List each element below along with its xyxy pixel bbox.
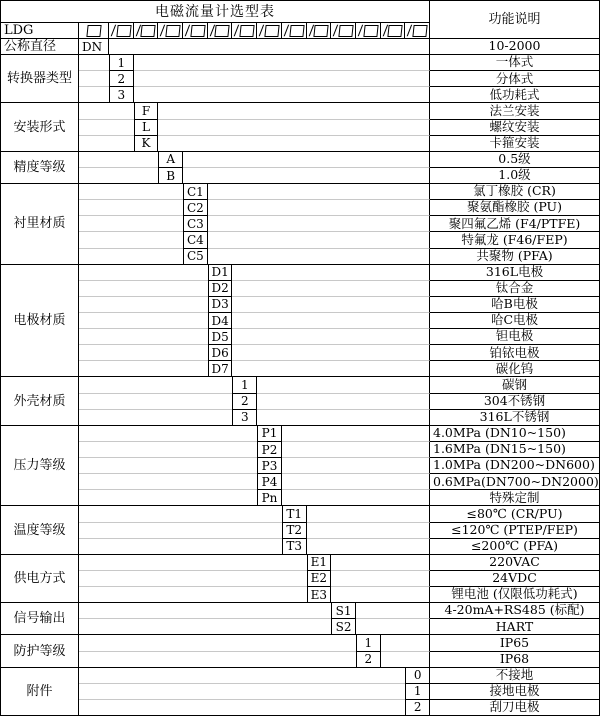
function-cell: 分体式 bbox=[430, 71, 600, 87]
option-box-icon bbox=[338, 25, 353, 37]
right-gap-cell bbox=[356, 603, 430, 619]
slash: / bbox=[332, 23, 339, 39]
function-cell: 低功耗式 bbox=[430, 87, 600, 103]
code-cell: 2 bbox=[405, 700, 430, 716]
left-gap-cell bbox=[79, 55, 109, 71]
slash: / bbox=[209, 23, 216, 39]
code-cell: 1 bbox=[405, 684, 430, 700]
function-cell: 220VAC bbox=[430, 555, 600, 571]
right-gap-cell bbox=[232, 265, 430, 281]
function-cell: 聚四氟乙烯 (F4/PTFE) bbox=[430, 216, 600, 232]
function-cell: 接地电极 bbox=[430, 684, 600, 700]
code-cell: E1 bbox=[307, 555, 332, 571]
left-gap-cell bbox=[79, 329, 208, 345]
code-cell: D6 bbox=[208, 345, 233, 361]
right-gap-cell bbox=[307, 506, 430, 522]
left-gap-cell bbox=[79, 490, 257, 506]
right-gap-cell bbox=[183, 168, 430, 184]
category-label: 压力等级 bbox=[1, 426, 79, 507]
code-cell: D7 bbox=[208, 361, 233, 377]
function-cell: 1.0MPa (DN200~DN600) bbox=[430, 458, 600, 474]
model-box-cell bbox=[183, 23, 208, 39]
left-gap-cell bbox=[79, 474, 257, 490]
right-gap-cell bbox=[307, 539, 430, 555]
slash: / bbox=[184, 23, 191, 39]
option-box-icon bbox=[388, 25, 403, 37]
function-cell: 24VDC bbox=[430, 571, 600, 587]
category-label: 外壳材质 bbox=[1, 377, 79, 425]
category-label: 公称直径 bbox=[1, 39, 79, 55]
right-gap-cell bbox=[208, 232, 430, 248]
code-cell: D3 bbox=[208, 297, 233, 313]
option-box-icon bbox=[190, 25, 205, 37]
code-cell: D5 bbox=[208, 329, 233, 345]
function-cell: 哈C电极 bbox=[430, 313, 600, 329]
model-box-cell bbox=[158, 23, 183, 39]
model-box-cell bbox=[356, 23, 381, 39]
category-label: 安装形式 bbox=[1, 103, 79, 151]
right-gap-cell bbox=[282, 490, 430, 506]
category-label: 附件 bbox=[1, 668, 79, 716]
category-label: 精度等级 bbox=[1, 152, 79, 184]
code-cell: S2 bbox=[331, 619, 356, 635]
right-gap-cell bbox=[282, 474, 430, 490]
right-gap-cell bbox=[331, 555, 430, 571]
right-gap-cell bbox=[232, 313, 430, 329]
left-gap-cell bbox=[79, 361, 208, 377]
left-gap-cell bbox=[79, 426, 257, 442]
slash: / bbox=[357, 23, 364, 39]
code-cell: 2 bbox=[232, 394, 257, 410]
right-gap-cell bbox=[158, 136, 430, 152]
left-gap-cell bbox=[79, 200, 183, 216]
code-cell: P1 bbox=[257, 426, 282, 442]
left-gap-cell bbox=[79, 555, 307, 571]
option-box-icon bbox=[116, 25, 131, 37]
function-cell: 4.0MPa (DN10~150) bbox=[430, 426, 600, 442]
option-box-icon bbox=[363, 25, 378, 37]
model-box-cell bbox=[282, 23, 307, 39]
left-gap-cell bbox=[79, 265, 208, 281]
left-gap-cell bbox=[79, 184, 183, 200]
left-gap-cell bbox=[79, 345, 208, 361]
left-gap-cell bbox=[79, 377, 232, 393]
left-gap-cell bbox=[79, 136, 134, 152]
option-box-icon bbox=[165, 25, 180, 37]
code-cell: C5 bbox=[183, 249, 208, 265]
code-cell: 2 bbox=[109, 71, 134, 87]
right-gap-cell bbox=[134, 71, 430, 87]
left-gap-cell bbox=[79, 635, 356, 651]
left-gap-cell bbox=[79, 700, 405, 716]
function-cell: 碳钢 bbox=[430, 377, 600, 393]
code-cell: DN bbox=[79, 39, 109, 55]
code-cell: C2 bbox=[183, 200, 208, 216]
category-label: 信号输出 bbox=[1, 603, 79, 635]
function-cell: 钛合金 bbox=[430, 281, 600, 297]
left-gap-cell bbox=[79, 603, 331, 619]
right-gap-cell bbox=[257, 394, 430, 410]
model-box-cell bbox=[405, 23, 430, 39]
code-cell: 0 bbox=[405, 668, 430, 684]
left-gap-cell bbox=[79, 87, 109, 103]
function-cell: IP65 bbox=[430, 635, 600, 651]
function-cell: 螺纹安装 bbox=[430, 120, 600, 136]
left-gap-cell bbox=[79, 120, 134, 136]
model-prefix-cell: LDG bbox=[1, 23, 79, 39]
code-cell: T1 bbox=[282, 506, 307, 522]
code-cell: P4 bbox=[257, 474, 282, 490]
function-cell: 316L不锈钢 bbox=[430, 410, 600, 426]
option-box-icon bbox=[86, 25, 101, 37]
right-gap-cell bbox=[232, 345, 430, 361]
code-cell: D4 bbox=[208, 313, 233, 329]
function-cell: 特殊定制 bbox=[430, 490, 600, 506]
function-cell: 304不锈钢 bbox=[430, 394, 600, 410]
code-cell: A bbox=[158, 152, 183, 168]
right-gap-cell bbox=[307, 523, 430, 539]
function-column-header: 功能说明 bbox=[430, 1, 600, 39]
function-cell: 共聚物 (PFA) bbox=[430, 249, 600, 265]
function-cell: 聚氨酯橡胶 (PU) bbox=[430, 200, 600, 216]
right-gap-cell bbox=[232, 329, 430, 345]
option-box-icon bbox=[412, 25, 427, 37]
category-label: 供电方式 bbox=[1, 555, 79, 603]
function-cell: 1.6MPa (DN15~150) bbox=[430, 442, 600, 458]
code-cell: S1 bbox=[331, 603, 356, 619]
right-gap-cell bbox=[158, 103, 430, 119]
right-gap-cell bbox=[257, 410, 430, 426]
left-gap-cell bbox=[79, 539, 282, 555]
left-gap-cell bbox=[79, 619, 331, 635]
left-gap-cell bbox=[79, 587, 307, 603]
code-cell: Pn bbox=[257, 490, 282, 506]
slash: / bbox=[135, 23, 141, 39]
code-cell: 2 bbox=[356, 652, 381, 668]
right-gap-cell bbox=[109, 39, 430, 55]
code-cell: 1 bbox=[356, 635, 381, 651]
function-cell: 4-20mA+RS485 (标配) bbox=[430, 603, 600, 619]
right-gap-cell bbox=[381, 635, 430, 651]
function-cell: 316L电极 bbox=[430, 265, 600, 281]
option-box-icon bbox=[314, 25, 329, 37]
right-gap-cell bbox=[282, 426, 430, 442]
slash: / bbox=[406, 23, 413, 39]
slash: / bbox=[307, 23, 314, 39]
option-box-icon bbox=[264, 25, 279, 37]
function-cell: IP68 bbox=[430, 652, 600, 668]
model-box-cell bbox=[79, 23, 109, 39]
code-cell: B bbox=[158, 168, 183, 184]
function-cell: HART bbox=[430, 619, 600, 635]
model-box-cell bbox=[109, 23, 134, 39]
category-label: 温度等级 bbox=[1, 506, 79, 554]
function-cell: ≤120℃ (PTEP/FEP) bbox=[430, 523, 600, 539]
code-cell: D2 bbox=[208, 281, 233, 297]
function-cell: 不接地 bbox=[430, 668, 600, 684]
model-box-cell bbox=[307, 23, 332, 39]
left-gap-cell bbox=[79, 216, 183, 232]
table-title: 电磁流量计选型表 bbox=[1, 1, 430, 23]
right-gap-cell bbox=[208, 184, 430, 200]
right-gap-cell bbox=[134, 87, 430, 103]
code-cell: E2 bbox=[307, 571, 332, 587]
function-cell: 0.5级 bbox=[430, 152, 600, 168]
option-box-icon bbox=[141, 25, 156, 37]
function-cell: 氯丁橡胶 (CR) bbox=[430, 184, 600, 200]
right-gap-cell bbox=[381, 652, 430, 668]
left-gap-cell bbox=[79, 442, 257, 458]
model-box-cell bbox=[208, 23, 233, 39]
right-gap-cell bbox=[232, 281, 430, 297]
left-gap-cell bbox=[79, 394, 232, 410]
right-gap-cell bbox=[331, 587, 430, 603]
code-cell: T3 bbox=[282, 539, 307, 555]
code-cell: E3 bbox=[307, 587, 332, 603]
left-gap-cell bbox=[79, 168, 158, 184]
left-gap-cell bbox=[79, 684, 405, 700]
function-cell: ≤200℃ (PFA) bbox=[430, 539, 600, 555]
left-gap-cell bbox=[79, 410, 232, 426]
right-gap-cell bbox=[331, 571, 430, 587]
right-gap-cell bbox=[208, 200, 430, 216]
left-gap-cell bbox=[79, 297, 208, 313]
left-gap-cell bbox=[79, 232, 183, 248]
code-cell: D1 bbox=[208, 265, 233, 281]
category-label: 衬里材质 bbox=[1, 184, 79, 265]
model-box-cell bbox=[257, 23, 282, 39]
left-gap-cell bbox=[79, 71, 109, 87]
code-cell: K bbox=[134, 136, 159, 152]
code-cell: P3 bbox=[257, 458, 282, 474]
slash: / bbox=[110, 23, 117, 39]
function-cell: ≤80℃ (CR/PU) bbox=[430, 506, 600, 522]
category-label: 转换器类型 bbox=[1, 55, 79, 103]
right-gap-cell bbox=[208, 216, 430, 232]
code-cell: 1 bbox=[109, 55, 134, 71]
right-gap-cell bbox=[356, 619, 430, 635]
right-gap-cell bbox=[208, 249, 430, 265]
code-cell: L bbox=[134, 120, 159, 136]
option-box-icon bbox=[289, 25, 304, 37]
option-box-icon bbox=[215, 25, 230, 37]
code-cell: P2 bbox=[257, 442, 282, 458]
right-gap-cell bbox=[282, 442, 430, 458]
function-cell: 1.0级 bbox=[430, 168, 600, 184]
function-cell: 10-2000 bbox=[430, 39, 600, 55]
slash: / bbox=[159, 23, 166, 39]
category-label: 电极材质 bbox=[1, 265, 79, 378]
function-cell: 锂电池 (仅限低功耗式) bbox=[430, 587, 600, 603]
left-gap-cell bbox=[79, 523, 282, 539]
left-gap-cell bbox=[79, 249, 183, 265]
code-cell: 3 bbox=[109, 87, 134, 103]
function-cell: 钽电极 bbox=[430, 329, 600, 345]
function-cell: 铂铱电极 bbox=[430, 345, 600, 361]
left-gap-cell bbox=[79, 668, 405, 684]
function-cell: 刮刀电极 bbox=[430, 700, 600, 716]
function-cell: 特氟龙 (F46/FEP) bbox=[430, 232, 600, 248]
code-cell: C4 bbox=[183, 232, 208, 248]
code-cell: C1 bbox=[183, 184, 208, 200]
model-box-cell bbox=[232, 23, 257, 39]
function-cell: 卡箍安装 bbox=[430, 136, 600, 152]
left-gap-cell bbox=[79, 152, 158, 168]
slash: / bbox=[258, 23, 265, 39]
slash: / bbox=[283, 23, 290, 39]
model-box-cell bbox=[381, 23, 406, 39]
right-gap-cell bbox=[134, 55, 430, 71]
code-cell: 3 bbox=[232, 410, 257, 426]
right-gap-cell bbox=[232, 361, 430, 377]
slash: / bbox=[382, 23, 388, 39]
function-cell: 一体式 bbox=[430, 55, 600, 71]
slash: / bbox=[233, 23, 240, 39]
function-cell: 0.6MPa(DN700~DN2000) bbox=[430, 474, 600, 490]
right-gap-cell bbox=[282, 458, 430, 474]
function-cell: 哈B电极 bbox=[430, 297, 600, 313]
left-gap-cell bbox=[79, 506, 282, 522]
code-cell: C3 bbox=[183, 216, 208, 232]
category-label: 防护等级 bbox=[1, 635, 79, 667]
option-box-icon bbox=[240, 25, 255, 37]
function-cell: 法兰安装 bbox=[430, 103, 600, 119]
left-gap-cell bbox=[79, 103, 134, 119]
function-cell: 碳化钨 bbox=[430, 361, 600, 377]
left-gap-cell bbox=[79, 571, 307, 587]
right-gap-cell bbox=[257, 377, 430, 393]
code-cell: F bbox=[134, 103, 159, 119]
right-gap-cell bbox=[158, 120, 430, 136]
left-gap-cell bbox=[79, 458, 257, 474]
model-box-cell bbox=[331, 23, 356, 39]
left-gap-cell bbox=[79, 281, 208, 297]
model-box-cell bbox=[134, 23, 159, 39]
code-cell: T2 bbox=[282, 523, 307, 539]
left-gap-cell bbox=[79, 652, 356, 668]
right-gap-cell bbox=[183, 152, 430, 168]
right-gap-cell bbox=[232, 297, 430, 313]
code-cell: 1 bbox=[232, 377, 257, 393]
left-gap-cell bbox=[79, 313, 208, 329]
